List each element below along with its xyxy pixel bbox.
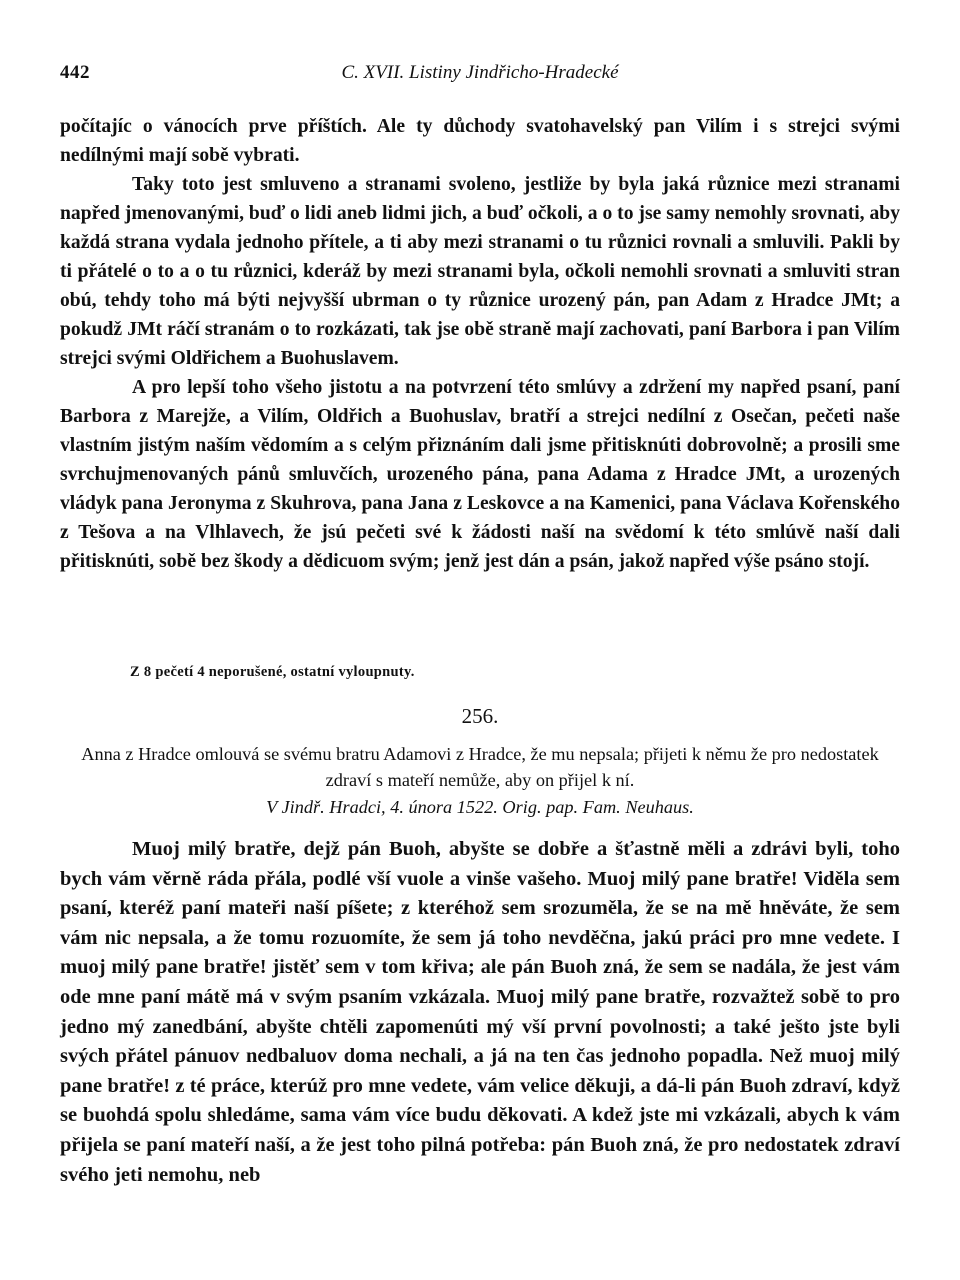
paragraph: počítajíc o vánocích prve příštích. Ale ty důchody svatohavelský pan Vilím i s strejci svými nedílnými mají sobě vybrati. [60,116,900,166]
paragraph: Taky toto jest smluveno a stranami svoleno, jestliže by byla jaká různice mezi stranami napřed jmenovanými, buď o lidi aneb lidmi jich, a buď očkoli, a o to jse samy nemohly srovnati, aby každá strana vydala jednoho přítele, a ti aby mezi stranami o tu různici rovnali a smluvili. Pakli by ti přátelé o to a o tu různici, kderáž by mezi stranami byla, očkoli nemohli srovnati a smluviti stran obú, tehdy toho má býti nejvyšší ubrman o ty různice urozený pán, pan Adam z Hradce JMt; a pokudž JMt ráčí stranám o to rozkázati, tak jse obě straně mají zachovati, paní Barbora i pan Vilím strejci svými Oldřichem a Buohuslavem. [60,174,900,369]
document-number: 256. [461,704,499,728]
page-number: 442 [60,62,90,83]
running-head: C. XVII. Listiny Jindřicho-Hradecké [341,62,619,83]
paragraph: Muoj milý bratře, dejž pán Buoh, abyšte se dobře a šťastně měli a zdrávi byli, toho bych vám věrně ráda přála, podlé vší vuole a vinše vašeho. Muoj milý pane bratře! Viděla sem psaní, kteréž paní mateři naší píšete; z kteréhož sem srozuměla, že se na mě hněváte, že sem vám nic nepsala, a že tomu rozuomíte, že sem já toho nevděčna, jakú práci pro mne vedete. I muoj milý pane bratře! jistěť sem v tom křiva; ale pán Buoh zná, že sem se nadála, že jest vám ode mne paní mátě má v svým psaním vzkázala. Muoj milý pane bratře, rozvažtež sobě to pro jedno mý zanedbání, abyšte chtěli zapomenúti mý vší první povolnosti; a také ješto jste byli svých přátel pánuov nedbaluov doma nechali, a já na ten čas jednoho popadla. Než muoj milý pane bratře! z té práce, kterúž pro mne vedete, vám velice děkuji, a dá-li pán Buoh zdraví, když se buohdá spolu shledáme, sama vám více budu děkovati. A kdež jste mi vzkázali, abych k vám přijela se paní mateří naší, a že jest toho pilná potřeba: pán Buoh zná, že pro nedostatek zdraví svého jeti nemohu, neb [60,838,900,1186]
page-header [60,62,900,88]
regest-text: Anna z Hradce omlouvá se svému bratru Adamovi z Hradce, že mu nepsala; přijeti k němu že pro nedostatek zdraví s mateří nemůže, aby on přijel k ní. [81,744,879,790]
letter-text [60,835,900,1190]
paragraph: A pro lepší toho všeho jistotu a na potvrzení této smlúvy a zdržení my napřed psaní, paní Barbora z Marejže, a Vilím, Oldřich a Buohuslav, bratří a strejci nedílní z Osečan, pečeti naše vlastním jistým naším vědomím a s celým přiznáním dali jsme přitisknúti dobrovolně; a prosili sme svrchujmenovaných pánů smluvčích, urozeného pána, pana Adama z Hradce JMt, a urozených vládyk pana Jeronyma z Skuhrova, pana Jana z Leskovce a na Kamenici, pana Václava Kořenského z Tešovа a na Vlhlavech, že jsú pečeti své k žádosti naší na svědomí k této smlúvě naší dali přitisknúti, sobě bez škody a dědicuom svým; jenž jest dán a psán, jakož napřed výše psáno stojí. [60,377,900,572]
document-regest [60,741,900,793]
document-dating: V Jindř. Hradci, 4. února 1522. Orig. pap. Fam. Neuhaus. [266,797,694,817]
continued-charter-text [60,112,900,576]
seal-note: Z 8 pečetí 4 neporušené, ostatní vyloupnuty. [130,664,415,680]
